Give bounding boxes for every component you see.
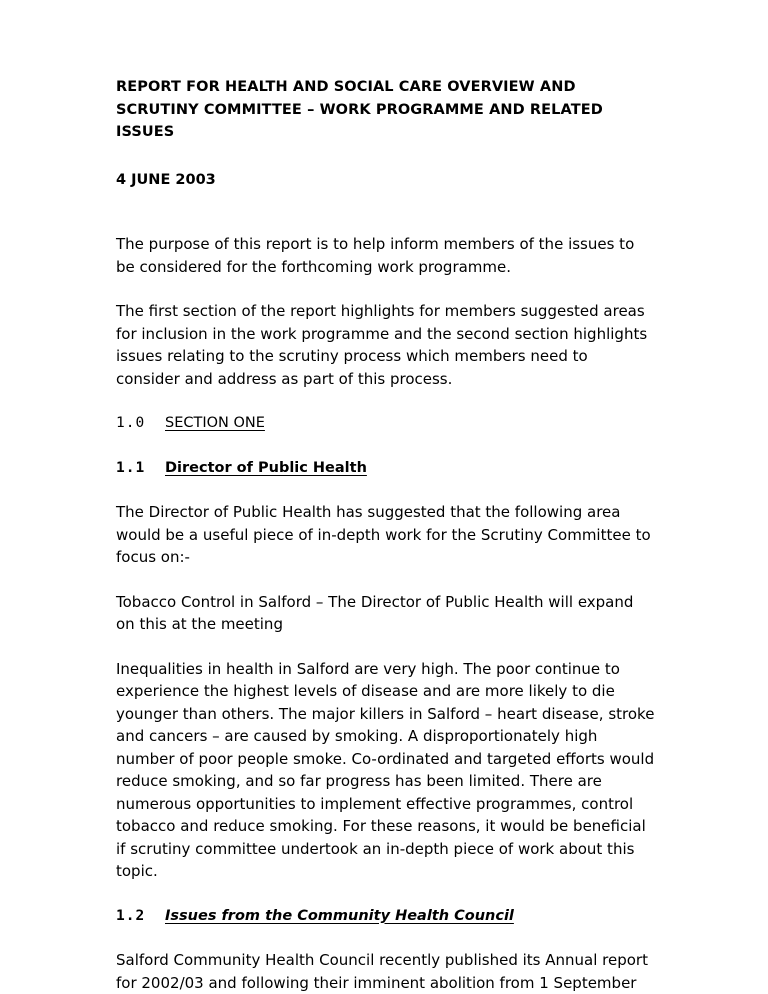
document-date: 4 JUNE 2003 xyxy=(116,171,216,188)
subsection-1-2-heading xyxy=(116,905,656,928)
subsection-number: 1.2 xyxy=(116,907,146,924)
second-paragraph: The first section of the report highlights for members suggested areas for inclusion in the work programme and the second section highlights issues relating to the scrutiny process which members need to consider and address as part of this process. xyxy=(116,302,648,388)
document-page xyxy=(116,76,656,994)
paragraph: Inequalities in health in Salford are very high. The poor continue to experience the highest levels of disease and are more likely to die younger than others. The major killers in Salford – heart disease, stroke and cancers – are caused by smoking. A disproportionately high number of poor people smoke. Co-ordinated and targeted efforts would reduce smoking, and so far progress has been limited. There are numerous opportunities to implement effective programmes, control tobacco and reduce smoking. For these reasons, it would be beneficial if scrutiny committee undertook an in-depth piece of work about this topic. xyxy=(116,659,655,880)
title-line-1: REPORT FOR HEALTH AND SOCIAL CARE OVERVIEW AND xyxy=(116,79,576,95)
paragraph: The Director of Public Health has suggested that the following area would be a useful piece of in-depth work for the Scrutiny Committee to focus on:- xyxy=(116,503,651,566)
paragraph: Tobacco Control in Salford – The Director of Public Health will expand on this at the meeting xyxy=(116,592,634,633)
title-line-2: SCRUTINY COMMITTEE – WORK PROGRAMME AND RELATED xyxy=(116,101,603,118)
paragraph: Salford Community Health Council recently published its Annual report for 2002/03 and following their imminent abolition from 1 September xyxy=(116,951,648,992)
subsection-title: Director of Public Health xyxy=(165,459,367,476)
document-title xyxy=(116,76,656,144)
section-title: SECTION ONE xyxy=(165,415,265,431)
subsection-title: Issues from the Community Health Council xyxy=(165,907,514,924)
intro-paragraph: The purpose of this report is to help inform members of the issues to be considered for the forthcoming work programme. xyxy=(116,235,635,276)
subsection-number: 1.1 xyxy=(116,459,146,476)
section-number: 1.0 xyxy=(116,415,146,431)
section-one-heading xyxy=(116,412,656,435)
subsection-1-1-heading xyxy=(116,457,656,480)
title-line-3: ISSUES xyxy=(116,124,175,140)
